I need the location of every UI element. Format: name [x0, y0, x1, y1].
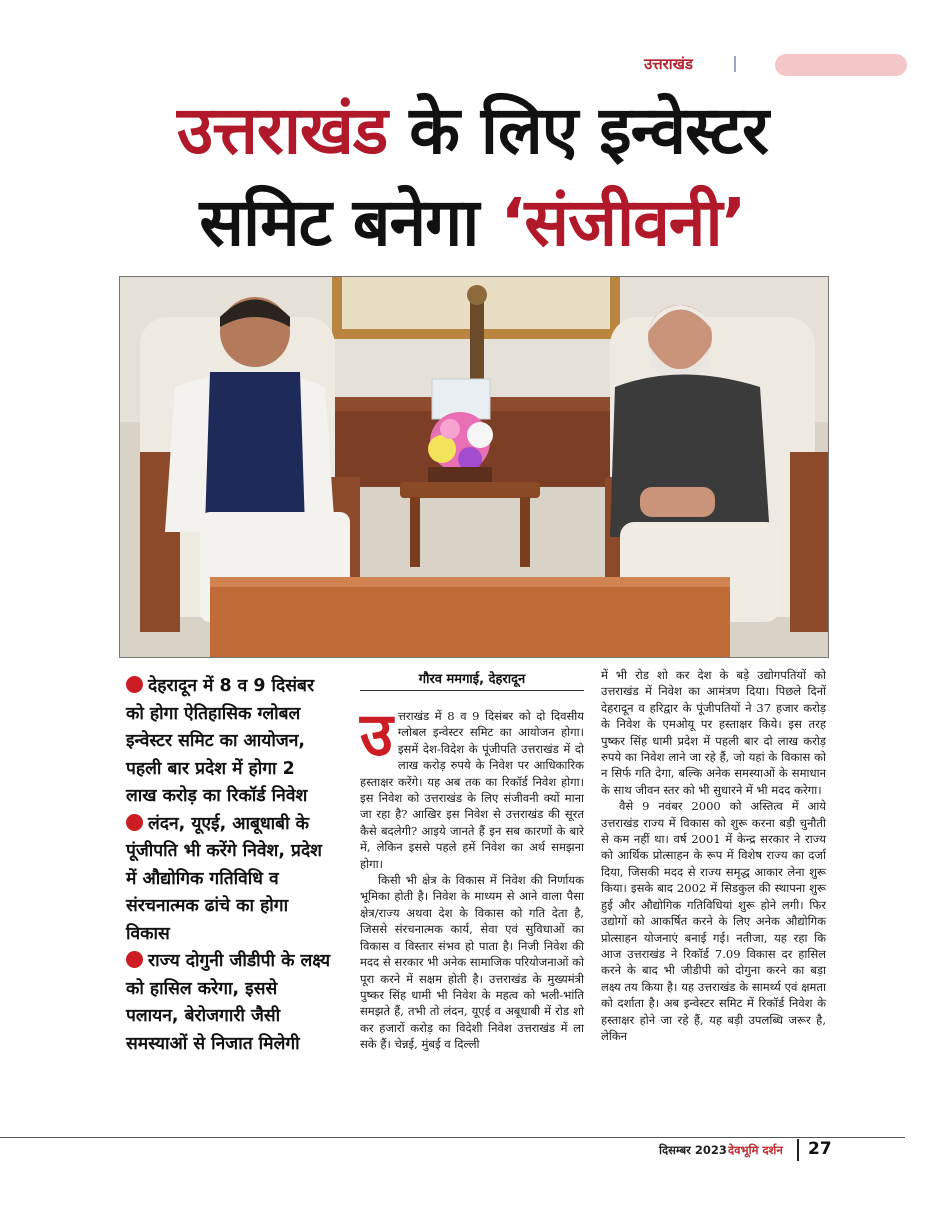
footer-brand: देवभूमि दर्शन — [728, 1143, 783, 1157]
headline-line-1-red: उत्तराखंड — [177, 92, 388, 169]
footer-divider — [797, 1139, 799, 1161]
article-paragraph: वैसे 9 नवंबर 2000 को अस्तित्व में आये उत्तराखंड राज्य में विकास को शुरू करना बड़ी चुनौती से कम नहीं था। वर्ष 2001 में केन्द्र सरकार ने राज्य को आर्थिक प्रोत्साहन के रूप में विशेष राज्य का दर्जा दिया, जिसकी मदद से राज्य समृद्ध आकार लेना शुरू किया। इसके बाद 2002 में सिडकुल की स्थापना शुरू हुई और औद्योगिक गतिविधियां शुरू होने लगी। फिर उद्योगों को आकर्षित करने के लिए अनेक औद्योगिक प्रोत्साहन योजनाएं बनाई गई। नतीजा, यह रहा कि आज उत्तराखंड ने रिकॉर्ड 7.09 विकास दर हासिल करने के बाद भी जीडीपी को दोगुना करने का बड़ा लक्ष्य तय किया है। यह उत्तराखंड के सामर्थ्य एवं क्षमता को दर्शाता है। अब इन्वेस्टर समिट में रिकॉर्ड निवेश के हस्ताक्षर होने जा रहे हैं, यह बड़ी उपलब्धि जरूर है, लेकिन — [601, 799, 826, 1043]
paragraph-text: त्तराखंड में 8 व 9 दिसंबर को दो दिवसीय ग्लोबल इन्वेस्टर समिट का आयोजन होगा। इसमें देश-विदेश के पूंजीपति उत्तराखंड में दो लाख करोड़ रुपये के निवेश पर आधिकारिक हस्ताक्षर करेंगे। यह अब तक का रिकॉर्ड निवेश होगा। इस निवेश को उत्तराखंड के लिए संजीवनी क्यों माना जा रहा है? आखिर इस निवेश से उत्तराखंड की सूरत कैसे बदलेगी? आइये जानते हैं इन सब कारणों के बारे में, लेकिन इससे पहले हमें निवेश का अर्थ समझना होगा। — [360, 709, 584, 871]
headline-line-2 — [0, 184, 945, 261]
headline-line-1-black: के लिए इन्वेस्टर — [387, 92, 768, 169]
meeting-photo-illustration — [120, 277, 828, 657]
article-column-1 — [360, 700, 584, 1053]
footer-date: दिसम्बर 2023 — [659, 1143, 727, 1157]
headline-line-2-red: ‘संजीवनी’ — [500, 184, 746, 261]
highlight-text: देहरादून में 8 व 9 दिसंबर को होगा ऐतिहासिक ग्लोबल इन्वेस्टर समिट का आयोजन, पहली बार प्रदेश में होगा 2 लाख करोड़ का रिकॉर्ड निवेश — [126, 676, 315, 806]
article-paragraph: में भी रोड शो कर देश के बड़े उद्योगपतियों को उत्तराखंड में निवेश का आमंत्रण दिया। पिछले दिनों देहरादून व हरिद्वार के पूंजीपतियों ने 37 हजार करोड़ के निवेश के एमओयू पर हस्ताक्षर किये। इस तरह पुष्कर सिंह धामी प्रदेश में पहली बार दो लाख करोड़ रुपये का निवेश लाने जा रहे हैं, जो यहां के विकास को न सिर्फ गति देगा, बल्कि अनेक समस्याओं के समाधान के साथ जीवन स्तर को भी सुधारने में भी मदद करेगा। — [601, 668, 826, 797]
bullet-dot-icon — [126, 676, 143, 693]
byline: गौरव ममगाई, देहरादून — [360, 669, 584, 691]
bullet-dot-icon — [126, 951, 143, 968]
dropcap: उ — [360, 700, 393, 770]
section-tag-divider — [734, 56, 736, 72]
headline-line-1 — [0, 92, 945, 169]
bullet-dot-icon — [126, 814, 143, 831]
highlight-text: लंदन, यूएई, आबूधाबी के पूंजीपति भी करेंगे निवेश, प्रदेश में औद्योगिक गतिविधि व संरचनात्मक ढांचे का होगा विकास — [126, 813, 323, 944]
footer-rule — [0, 1137, 905, 1138]
meeting-photo — [119, 276, 829, 658]
highlight-item — [126, 811, 331, 949]
highlight-item — [126, 673, 331, 811]
section-tag: उत्तराखंड — [644, 55, 693, 73]
headline-line-2-black: समिट बनेगा — [199, 184, 501, 261]
page-number: 27 — [808, 1139, 832, 1159]
article-column-2 — [601, 667, 826, 1044]
highlights-list — [126, 673, 331, 1058]
article-paragraph — [360, 700, 584, 872]
highlight-text: राज्य दोगुनी जीडीपी के लक्ष्य को हासिल करेगा, इससे पलायन, बेरोजगारी जैसी समस्याओं से निजात मिलेगी — [126, 951, 331, 1054]
article-paragraph: किसी भी क्षेत्र के विकास में निवेश की निर्णायक भूमिका होती है। निवेश के माध्यम से आने वाला पैसा क्षेत्र/राज्य अथवा देश के विकास को गति देता है, जिससे संरचनात्मक कार्य, सेवा एवं सुविधाओं का विकास व विस्तार संभव हो पाता है। निजी निवेश की मदद से सरकार भी अनेक सामाजिक परियोजनाओं को पूरा करने में सक्षम होती है। उत्तराखंड के मुख्यमंत्री पुष्कर सिंह धामी भी निवेश के महत्व को भली-भांति समझते हैं, तभी तो लंदन, यूएई व अबूधाबी में रोड शो कर हजारों करोड़ का विदेशी निवेश उत्तराखंड में ला सके हैं। चेन्नई, मुंबई व दिल्ली — [360, 873, 584, 1052]
highlight-item — [126, 948, 331, 1058]
section-tag-pill — [775, 54, 907, 76]
